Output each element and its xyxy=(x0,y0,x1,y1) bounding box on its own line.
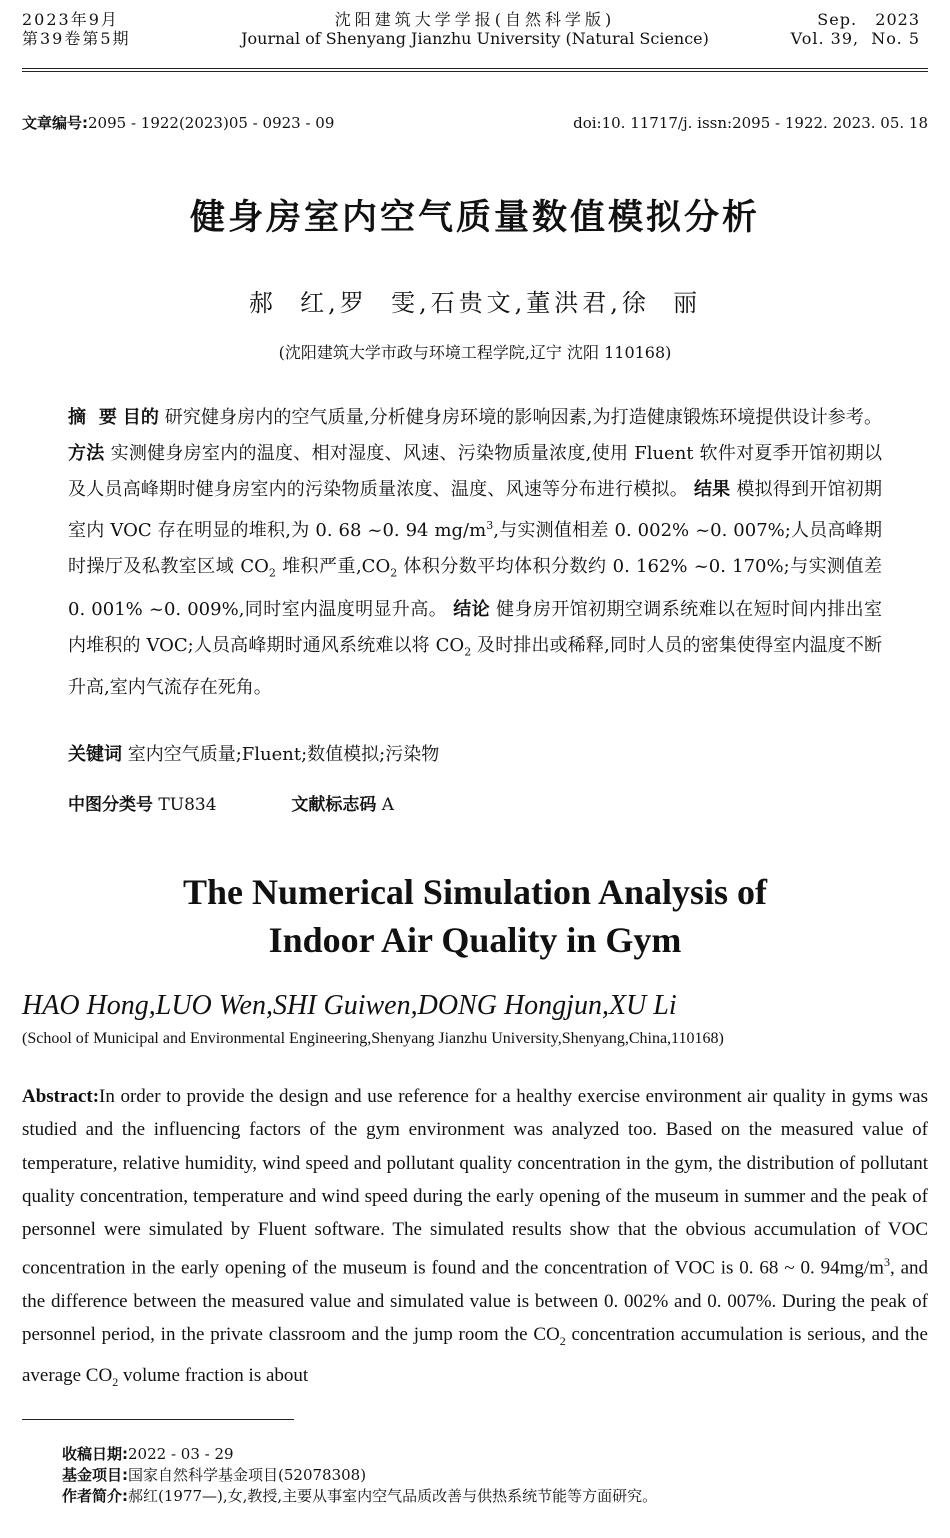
authors-cn: 郝 红,罗 雯,石贵文,董洪君,徐 丽 xyxy=(248,289,702,317)
header-rule-2 xyxy=(22,71,928,72)
article-number-value: 2095 - 1922(2023)05 - 0923 - 09 xyxy=(88,114,335,132)
journal-name-en: Journal of Shenyang Jianzhu University (Natural Science) xyxy=(241,29,709,48)
paper-title-en xyxy=(0,868,950,964)
doc-code-value: A xyxy=(381,795,395,815)
journal-volume-cn: 第39卷第5期 xyxy=(22,29,131,48)
paper-title-cn: 健身房室内空气质量数值模拟分析 xyxy=(189,198,760,238)
footnote-label: 作者简介: xyxy=(62,1487,128,1505)
abstract-en-part2: , and the difference between the measured value and simulated value is between 0. 002% and 0. 007%. During the peak of personnel period, in the private classroom and the jump room the CO xyxy=(22,1257,928,1346)
abstract-en-label: Abstract: xyxy=(22,1086,100,1107)
abstract-en-part1: In order to provide the design and use reference for a healthy exercise environment air quality in gyms was studied and the influencing factors of the gym environment was analyzed too. Based on the measured value of temperature, relative humidity, wind speed and pollutant quality concentration in the gym, the distribution of pollutant quality concentration, temperature and wind speed during the early opening of the museum in summer and the peak of personnel were simulated by Fluent software. The simulated results show that the obvious accumulation of VOC concentration in the early opening of the museum is found and the concentration of VOC is 0. 68 ~ 0. 94mg/m xyxy=(22,1086,928,1279)
paper-title-en-line1: The Numerical Simulation Analysis of xyxy=(182,872,768,912)
paper-title-en-line2: Indoor Air Quality in Gym xyxy=(268,920,682,960)
purpose-label: 目的 xyxy=(122,407,159,428)
abstract-en-part4: volume fraction is about xyxy=(118,1364,309,1386)
footnote-received xyxy=(62,1444,657,1465)
keywords-label: 关键词 xyxy=(68,744,122,765)
journal-issue-block xyxy=(791,10,920,48)
keywords-value: 室内空气质量;Fluent;数值模拟;污染物 xyxy=(127,744,440,765)
abstract-en xyxy=(22,1080,928,1399)
journal-date-en: Sep. 2023 xyxy=(817,10,920,29)
conclusion-text-b: 及时排出或稀释,同时人员的密集使得室内温度不断升高,室内气流存在死角。 xyxy=(68,634,882,699)
article-number xyxy=(22,113,334,133)
footnote-label: 基金项目: xyxy=(62,1466,128,1484)
footnote-fund xyxy=(62,1465,657,1486)
footnote-rule xyxy=(22,1419,294,1420)
journal-date-cn: 2023年9月 xyxy=(22,10,119,29)
footnote-author-bio xyxy=(62,1486,657,1507)
article-number-label: 文章编号: xyxy=(22,114,88,132)
footnote-value: 郝红(1977—),女,教授,主要从事室内空气品质改善与供热系统节能等方面研究。 xyxy=(128,1487,658,1505)
purpose-text: 研究健身房内的空气质量,分析健身房环境的影响因素,为打造健康锻炼环境提供设计参考。 xyxy=(164,407,882,428)
clc-label: 中图分类号 xyxy=(68,795,153,815)
journal-name-block xyxy=(170,10,780,48)
result-label: 结果 xyxy=(693,479,731,500)
subscript-2: 2 xyxy=(268,566,276,580)
abstract-cn-label: 摘 要 xyxy=(68,407,117,428)
affiliation-cn: (沈阳建筑大学市政与环境工程学院,辽宁 沈阳 110168) xyxy=(278,343,672,362)
subscript-2: 2 xyxy=(464,645,472,659)
keywords-cn xyxy=(68,740,439,766)
subscript-2: 2 xyxy=(559,1334,566,1349)
method-label: 方法 xyxy=(68,443,105,464)
conclusion-text-a: 健身房开馆初期空调系统难以在短时间内排出室内堆积的 VOC;人员高峰期时通风系统难以将 CO xyxy=(68,598,883,656)
journal-volume-en: Vol. 39, No. 5 xyxy=(790,29,920,48)
superscript-3: 3 xyxy=(486,519,494,532)
method-text: 实测健身房室内的温度、相对湿度、风速、污染物质量浓度,使用 Fluent 软件对夏季开馆初期以及人员高峰期时健身房室内的污染物质量浓度、温度、风速等分布进行模拟。 xyxy=(68,443,883,500)
classification-cn xyxy=(68,790,394,815)
journal-name-cn: 沈阳建筑大学学报(自然科学版) xyxy=(334,10,616,29)
result-text-b: ,与实测值相差 0. 002% ~0. 007%;人员高峰期时操厅及私教室区域 CO xyxy=(68,520,882,577)
conclusion-label: 结论 xyxy=(453,598,491,620)
footnote-value: 2022 - 03 - 29 xyxy=(128,1445,234,1463)
journal-date-block xyxy=(22,10,131,48)
abstract-en-part3: concentration accumulation is serious, and the average CO xyxy=(22,1324,928,1386)
footnotes xyxy=(62,1444,657,1507)
affiliation-en: (School of Municipal and Environmental Engineering,Shenyang Jianzhu University,Shenyang,China,110168) xyxy=(22,1030,724,1047)
footnote-value: 国家自然科学基金项目(52078308) xyxy=(128,1466,367,1484)
subscript-2: 2 xyxy=(390,566,398,580)
result-text-c: 堆积严重,CO xyxy=(275,556,391,577)
abstract-cn xyxy=(68,400,882,706)
subscript-2: 2 xyxy=(112,1374,119,1389)
footnote-label: 收稿日期: xyxy=(62,1445,128,1463)
header-rule-1 xyxy=(22,68,928,69)
authors-en: HAO Hong,LUO Wen,SHI Guiwen,DONG Hongjun,XU Li xyxy=(22,990,677,1021)
result-text-a: 模拟得到开馆初期室内 VOC 存在明显的堆积,为 0. 68 ~0. 94 mg/m xyxy=(68,479,883,541)
doc-code-label: 文献标志码 xyxy=(291,795,377,815)
result-text-d: 体积分数平均体积分数约 0. 162% ~0. 170%;与实测值差 0. 001% ~0. 009%,同时室内温度明显升高。 xyxy=(68,556,882,620)
superscript-3: 3 xyxy=(883,1255,890,1270)
doi[interactable]: doi:10. 11717/j. issn:2095 - 1922. 2023. 05. 18 xyxy=(573,114,928,132)
clc-value: TU834 xyxy=(158,795,217,815)
